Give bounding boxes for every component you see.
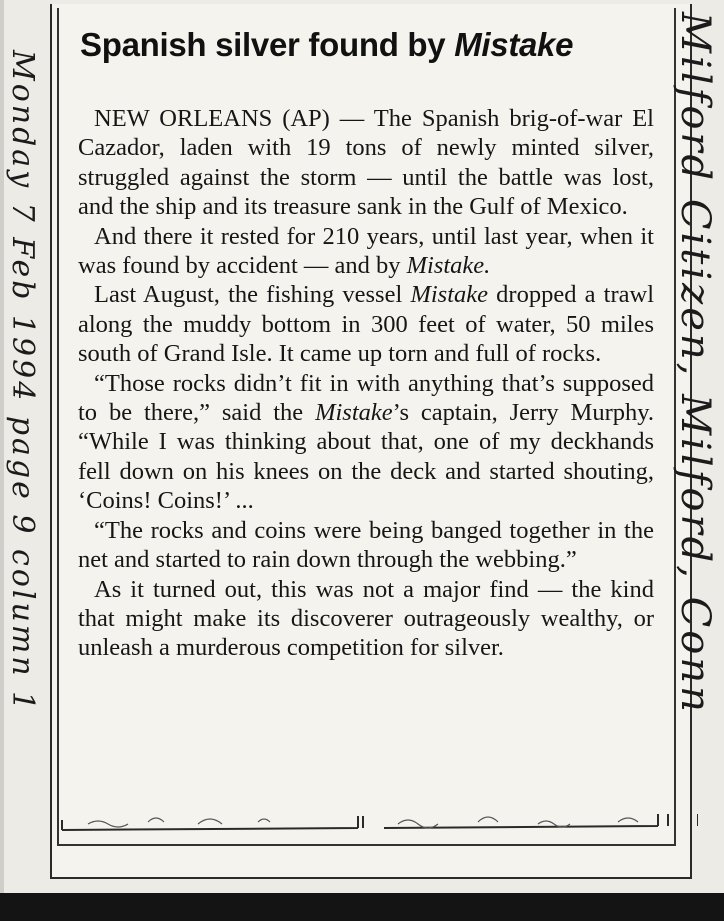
paragraph-text: Last August, the fishing vessel	[94, 281, 411, 309]
handwritten-date-note: Monday 7 Feb 1994 page 9 column 1	[5, 50, 40, 714]
headline	[80, 26, 660, 64]
article-paragraph	[78, 369, 654, 516]
article-paragraph	[78, 575, 654, 663]
paragraph-text: “Those rocks didn’t fit in with anything that’s supposed to be there,” said the	[78, 369, 654, 427]
article-paragraph	[78, 516, 654, 575]
torn-clipping-edge	[58, 806, 698, 846]
sheet-edge	[0, 0, 4, 893]
paragraph-text: dropped a trawl along the muddy bottom in 300 feet of water, 50 miles south of Grand Isle. It came up torn and full of rocks.	[78, 281, 654, 368]
handwritten-source-note: Milford Citizen, Milford, Conn	[672, 12, 718, 715]
italic-text: Mistake	[410, 281, 488, 309]
paragraph-text: As it turned out, this was not a major find — the kind that might make its discoverer outrageously wealthy, or unleash a murderous competition for silver.	[78, 575, 654, 662]
italic-text: Mistake.	[406, 252, 491, 280]
italic-text: Mistake	[315, 399, 393, 427]
paragraph-text: ’s captain, Jerry Murphy. “While I was thinking about that, one of my deckhands fell down on his knees on the deck and started shouting, ‘Coins! Coins!’ ...	[78, 399, 655, 515]
headline-main: Spanish silver found by	[80, 26, 455, 63]
paragraph-text: And there it rested for 210 years, until last year, when it was found by accident — and by	[78, 222, 654, 280]
article-paragraph	[78, 280, 654, 368]
paragraph-text: NEW ORLEANS (AP) — The Spanish brig-of-war El Cazador, laden with 19 tons of newly minted silver, struggled against the storm — until the battle was lost, and the ship and its treasure sank in the Gulf of Mexico.	[78, 105, 654, 221]
article-body	[78, 104, 654, 663]
article-paragraph	[78, 104, 654, 222]
paragraph-text: “The rocks and coins were being banged together in the net and started to rain down through the webbing.”	[78, 516, 654, 574]
headline-italic: Mistake	[454, 26, 574, 63]
article-paragraph	[78, 222, 654, 281]
